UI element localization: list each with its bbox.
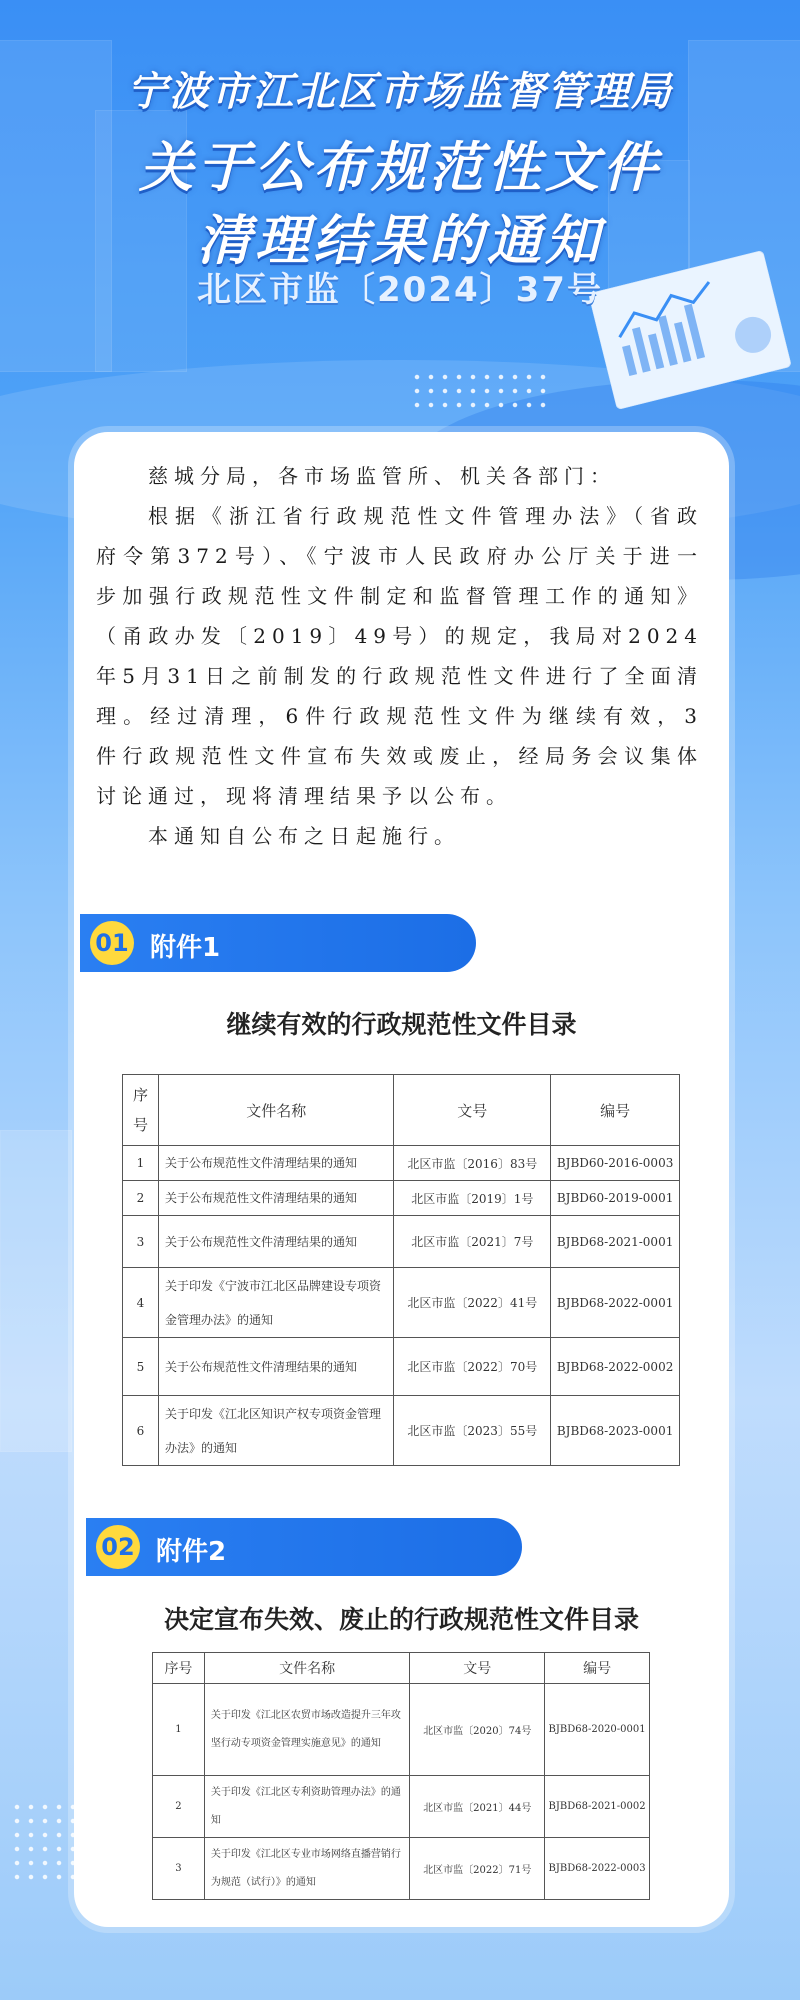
column-header: 序号: [123, 1075, 159, 1146]
cell-no: 5: [123, 1338, 159, 1396]
table-row: [123, 1146, 680, 1181]
section-number-badge: 01: [90, 921, 134, 965]
cell-code: BJBD68-2023-0001: [551, 1396, 680, 1466]
attachment-2-banner: [86, 1518, 522, 1576]
letter-body: 根据《浙江省行政规范性文件管理办法》（省政府令第372号）、《宁波市人民政府办公厅关于进一步加强行政规范性文件制定和监督管理工作的通知》（甬政办发〔2019〕49号）的规定，我局对2024年5月31日之前制发的行政规范性文件进行了全面清理。经过清理，6件行政规范性文件为继续有效，3件行政规范性文件宣布失效或废止，经局务会议集体讨论通过，现将清理结果予以公布。: [96, 504, 703, 808]
section-label: 附件1: [150, 933, 221, 963]
table-header-row: [153, 1653, 650, 1684]
header-line-2: 关于公布规范性文件: [139, 136, 661, 199]
cell-name: 关于公布规范性文件清理结果的通知: [158, 1338, 393, 1396]
section-number-badge: 02: [96, 1525, 140, 1569]
header-line-3: 清理结果的通知: [197, 209, 603, 272]
table-row: [153, 1838, 650, 1900]
document-number: 北区市监〔2024〕37号: [197, 270, 603, 310]
building-decoration: [0, 1130, 72, 1452]
cell-no: 2: [153, 1776, 205, 1838]
repealed-documents-table: [152, 1652, 650, 1900]
table-row: [153, 1776, 650, 1838]
cell-no: 4: [123, 1268, 159, 1338]
cell-doc: 北区市监〔2022〕71号: [410, 1838, 545, 1900]
cell-name: 关于印发《江北区知识产权专项资金管理办法》的通知: [158, 1396, 393, 1466]
cell-name: 关于公布规范性文件清理结果的通知: [158, 1146, 393, 1181]
attachment-2-title: 决定宣布失效、废止的行政规范性文件目录: [163, 1605, 639, 1634]
cell-no: 3: [123, 1216, 159, 1268]
column-header: 文号: [394, 1075, 551, 1146]
cell-name: 关于印发《宁波市江北区品牌建设专项资金管理办法》的通知: [158, 1268, 393, 1338]
section-label: 附件2: [156, 1537, 227, 1567]
column-header: 编号: [545, 1653, 650, 1684]
cell-doc: 北区市监〔2023〕55号: [394, 1396, 551, 1466]
cell-no: 1: [153, 1684, 205, 1776]
notice-letter: [96, 456, 703, 856]
cell-doc: 北区市监〔2022〕41号: [394, 1268, 551, 1338]
cell-no: 1: [123, 1146, 159, 1181]
cell-doc: 北区市监〔2021〕44号: [410, 1776, 545, 1838]
cell-name: 关于印发《江北区专利资助管理办法》的通知: [204, 1776, 410, 1838]
cell-name: 关于印发《江北区专业市场网络直播营销行为规范（试行）》的通知: [204, 1838, 410, 1900]
cell-doc: 北区市监〔2016〕83号: [394, 1146, 551, 1181]
cell-code: BJBD68-2021-0002: [545, 1776, 650, 1838]
cell-name: 关于印发《江北区农贸市场改造提升三年攻坚行动专项资金管理实施意见》的通知: [204, 1684, 410, 1776]
table-row: [123, 1181, 680, 1216]
cell-code: BJBD60-2016-0003: [551, 1146, 680, 1181]
cell-no: 3: [153, 1838, 205, 1900]
cell-no: 6: [123, 1396, 159, 1466]
table-row: [123, 1338, 680, 1396]
column-header: 文件名称: [204, 1653, 410, 1684]
table-row: [123, 1216, 680, 1268]
cell-doc: 北区市监〔2022〕70号: [394, 1338, 551, 1396]
cell-code: BJBD68-2020-0001: [545, 1684, 650, 1776]
cell-doc: 北区市监〔2019〕1号: [394, 1181, 551, 1216]
cell-doc: 北区市监〔2021〕7号: [394, 1216, 551, 1268]
table-row: [153, 1684, 650, 1776]
cell-code: BJBD68-2022-0003: [545, 1838, 650, 1900]
cell-code: BJBD68-2022-0002: [551, 1338, 680, 1396]
cell-no: 2: [123, 1181, 159, 1216]
table-row: [123, 1268, 680, 1338]
dots-decoration: [410, 370, 550, 410]
column-header: 编号: [551, 1075, 680, 1146]
attachment-1-banner: [80, 914, 476, 972]
column-header: 文件名称: [158, 1075, 393, 1146]
letter-closing: 本通知自公布之日起施行。: [148, 824, 460, 848]
table-header-row: [123, 1075, 680, 1146]
valid-documents-table: [122, 1074, 680, 1466]
salutation: 慈城分局，各市场监管所、机关各部门：: [148, 464, 616, 488]
cell-doc: 北区市监〔2020〕74号: [410, 1684, 545, 1776]
header-line-1: 宁波市江北区市场监督管理局: [127, 69, 673, 115]
cell-name: 关于公布规范性文件清理结果的通知: [158, 1216, 393, 1268]
cell-code: BJBD68-2022-0001: [551, 1268, 680, 1338]
column-header: 序号: [153, 1653, 205, 1684]
table-row: [123, 1396, 680, 1466]
cell-name: 关于公布规范性文件清理结果的通知: [158, 1181, 393, 1216]
attachment-1-title: 继续有效的行政规范性文件目录: [226, 1010, 577, 1039]
cell-code: BJBD68-2021-0001: [551, 1216, 680, 1268]
cell-code: BJBD60-2019-0001: [551, 1181, 680, 1216]
column-header: 文号: [410, 1653, 545, 1684]
